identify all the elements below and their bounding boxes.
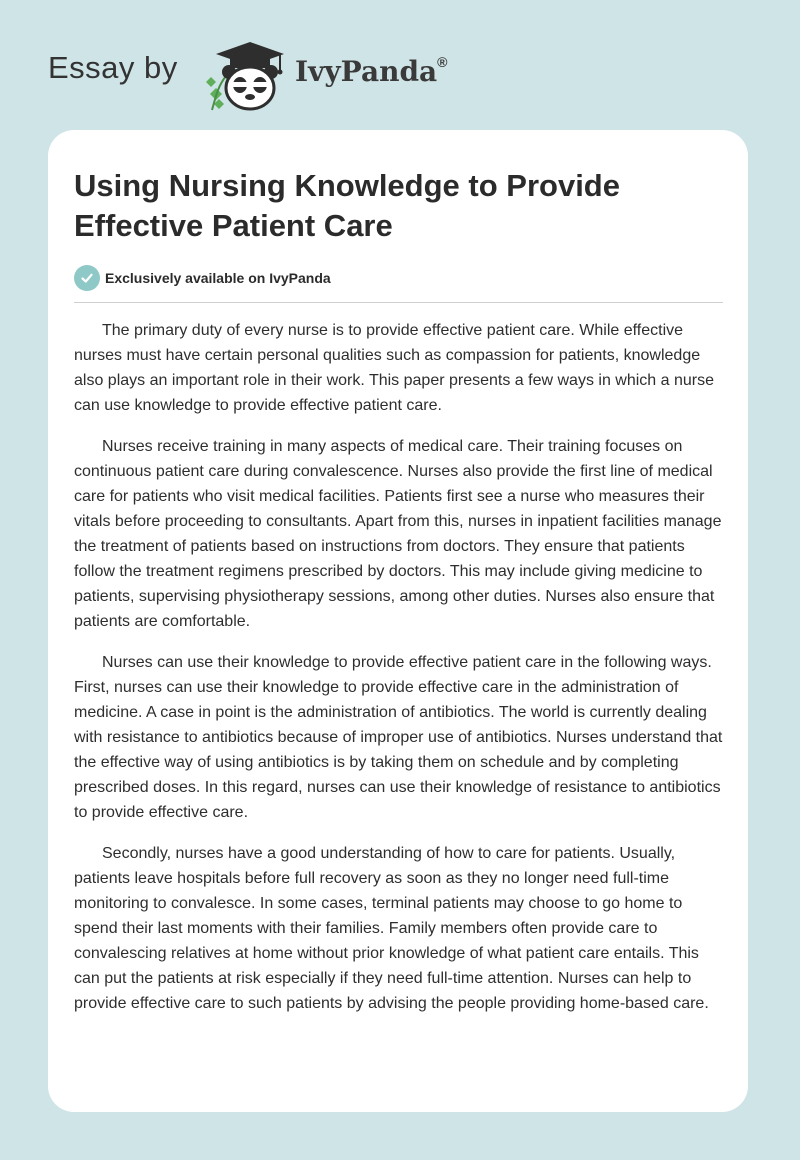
exclusive-badge-label: Exclusively available on IvyPanda xyxy=(105,270,331,286)
essay-paragraph: Secondly, nurses have a good understanding of how to care for patients. Usually, patients leave hospitals before full recovery as soon as they no longer need full-time monitoring to convalesce. In some cases, terminal patients may choose to go home to spend their last moments with their families. Family members often provide care to convalescing relatives at home without prior knowledge of what patient care entails. This can put the patients at risk especially if they need full-time attention. Nurses can help to provide effective care to such patients by advising the people providing home-based care. xyxy=(74,845,709,1012)
checkmark-icon xyxy=(74,265,100,291)
page-title: Using Nursing Knowledge to Provide Effective Patient Care xyxy=(74,168,620,243)
site-header xyxy=(0,0,800,130)
essay-paragraph: Nurses receive training in many aspects of medical care. Their training focuses on continuous patient care during convalescence. Nurses also provide the first line of medical care for patients who visit medical facilities. Patients first see a nurse who measures their vitals before proceeding to consultants. Apart from this, nurses in inpatient facilities manage the treatment of patients based on instructions from doctors. They ensure that patients follow the treatment regimens prescribed by doctors. This may include giving medicine to patients, supervising physiotherapy sessions, among other duties. Nurses also ensure that patients are comfortable. xyxy=(74,438,722,630)
essay-paragraph: The primary duty of every nurse is to provide effective patient care. While effective nurses must have certain personal qualities such as compassion for patients, knowledge also plays an important role in their work. This paper presents a few ways in which a nurse can use knowledge to provide effective patient care. xyxy=(74,322,715,414)
title-divider xyxy=(74,302,723,303)
essay-by-label: Essay by xyxy=(48,50,178,85)
essay-card xyxy=(48,130,748,1112)
exclusive-badge xyxy=(74,264,331,292)
brand-text: IvyPanda xyxy=(295,55,438,88)
essay-paragraph: Nurses can use their knowledge to provide effective patient care in the following ways. First, nurses can use their knowledge to provide effective care in the administration of medicine. A case in point is the administration of antibiotics. The world is currently dealing with resistance to antibiotics because of improper use of antibiotics. Nurses understand that the effective way of using antibiotics is by taking them on schedule and by completing prescribed doses. In this regard, nurses can use their knowledge of resistance to antibiotics to provide effective care. xyxy=(74,654,723,821)
essay-body xyxy=(74,318,724,1032)
registered-mark: ® xyxy=(437,54,448,70)
panda-logo-icon[interactable] xyxy=(200,36,292,112)
brand-name[interactable] xyxy=(295,54,448,88)
